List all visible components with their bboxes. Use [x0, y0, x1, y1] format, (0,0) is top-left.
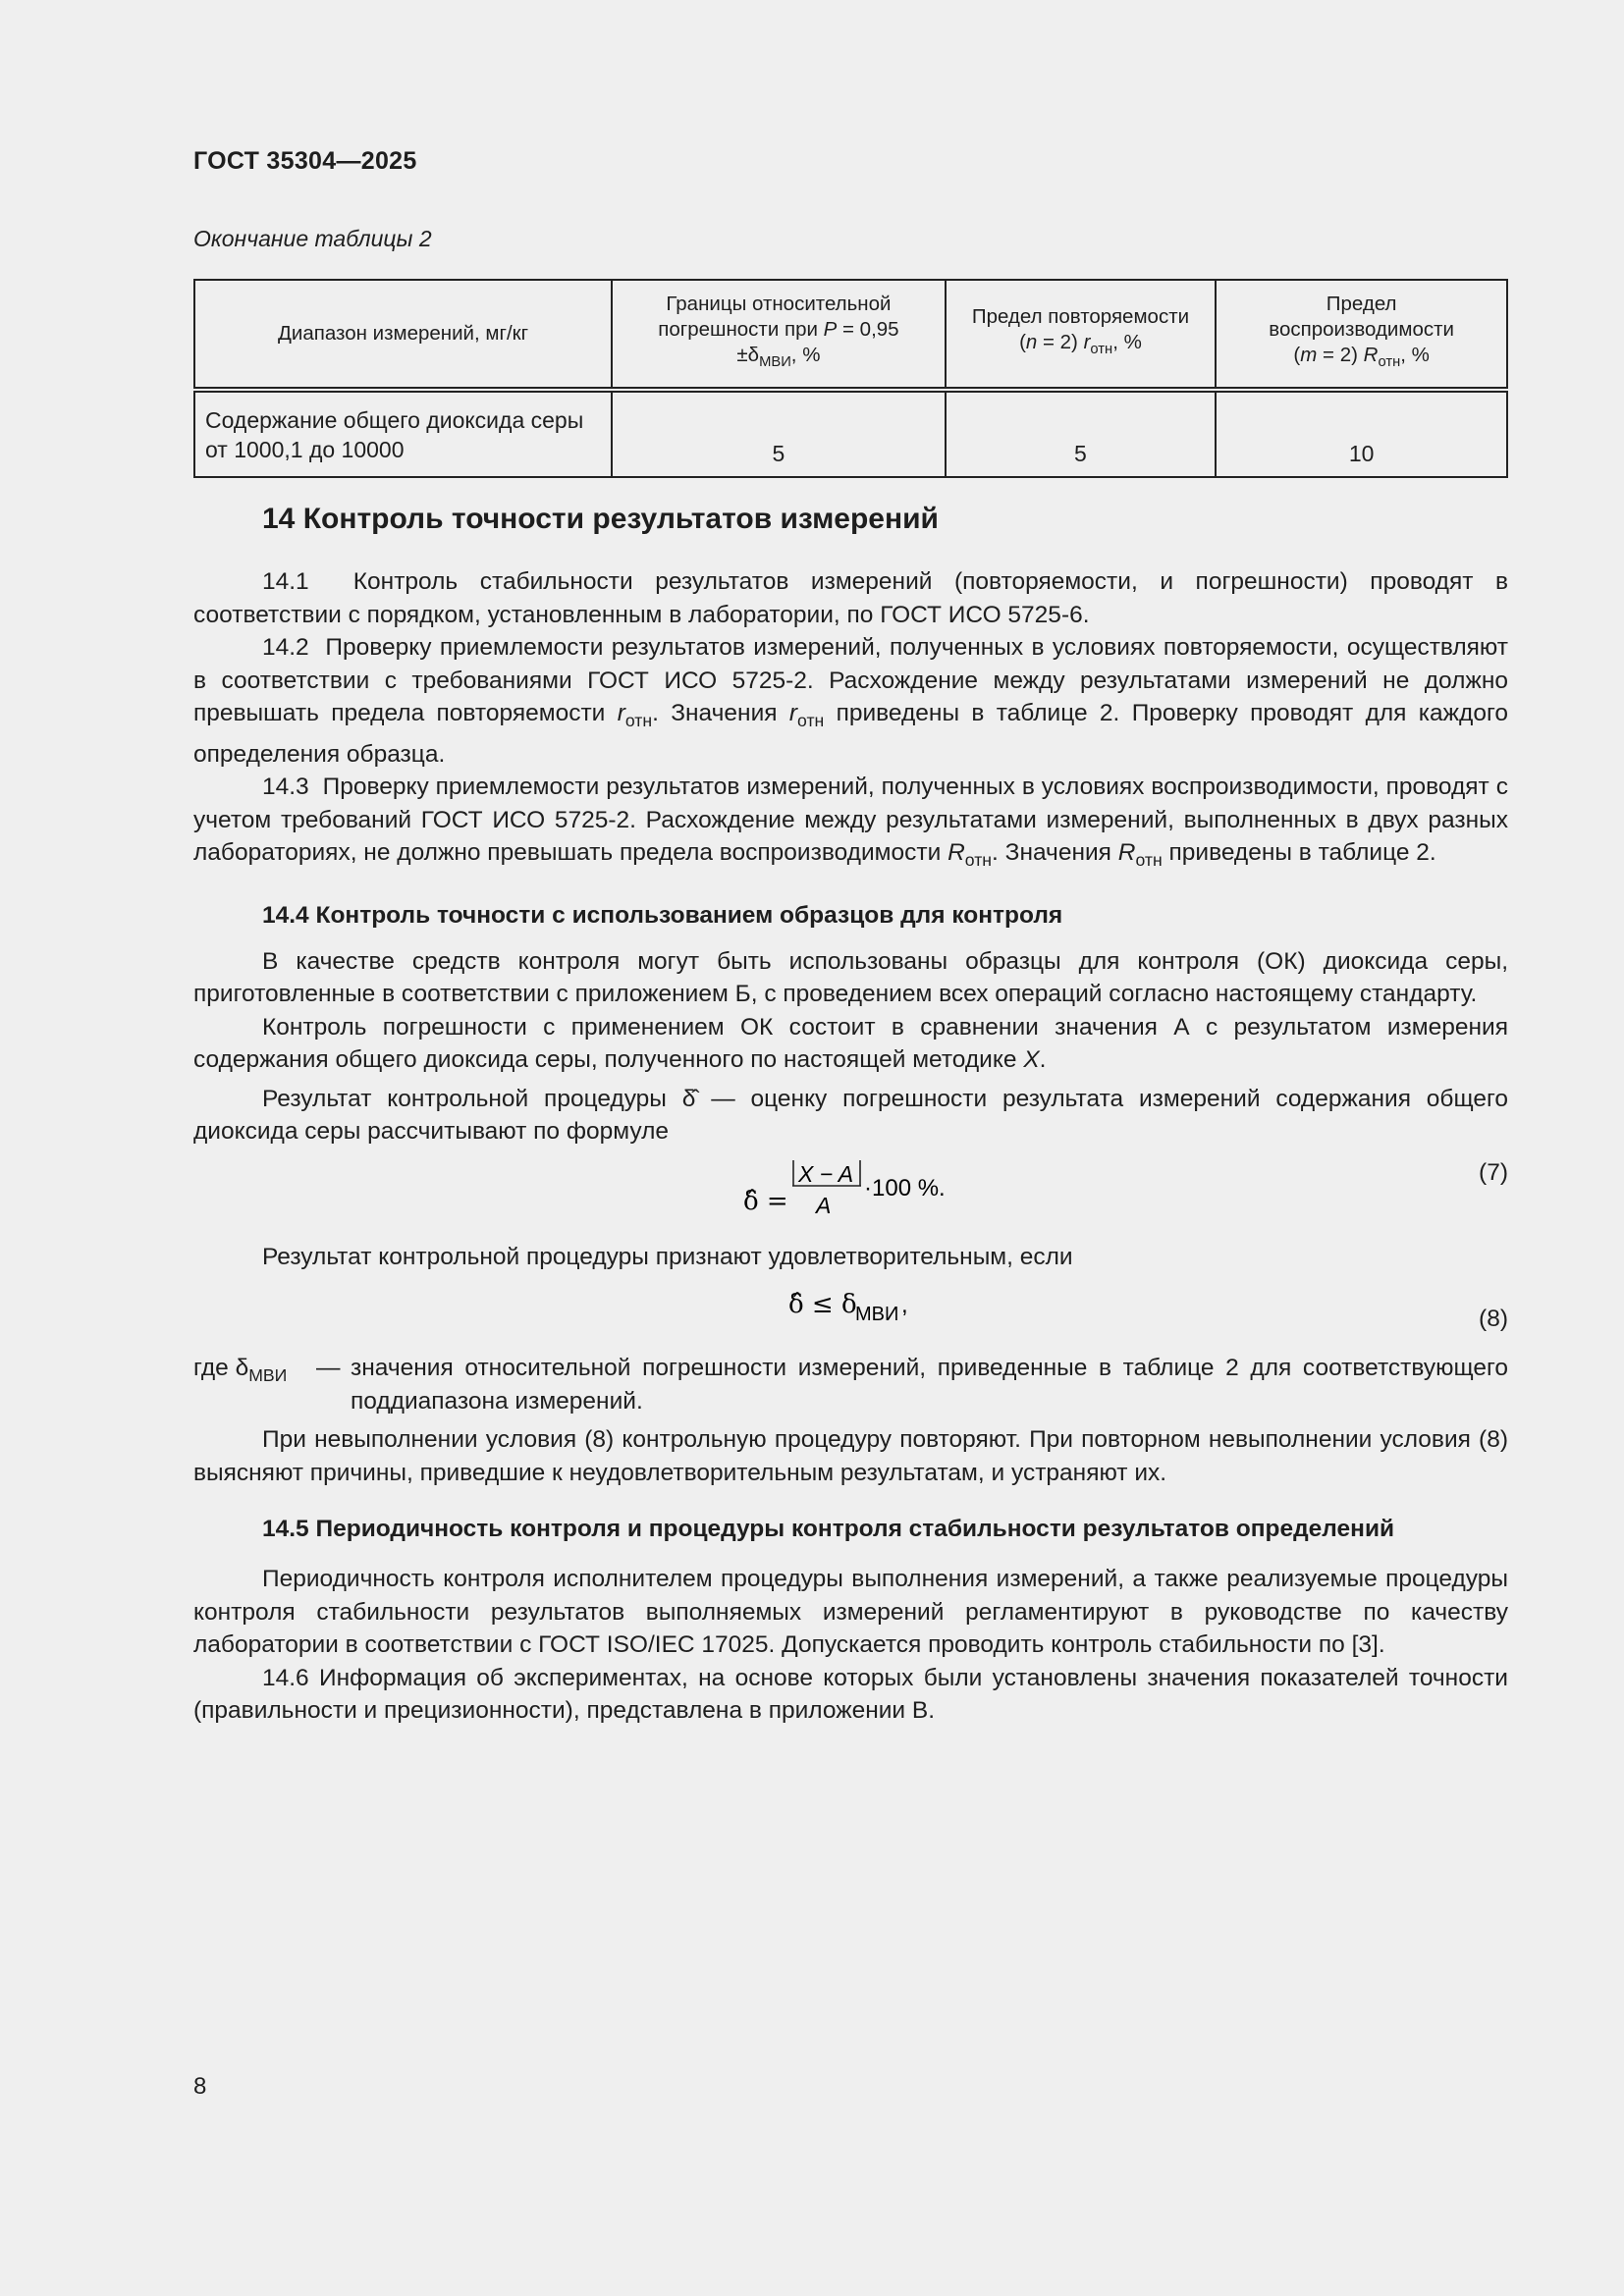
cell-reproducibility: 10 — [1216, 390, 1507, 477]
table-caption: Окончание таблицы 2 — [193, 226, 432, 251]
table-2-continuation — [193, 279, 1508, 478]
paragraph-14-2: 14.2 Проверку приемлемости результатов измерений, полученных в условиях повторяемости, осуществляют в соответствии с требованиями ГОСТ ИСО 5725-2. Расхождение между результатами измерений не должно превышать предела повторяемости $r_{отн}$. Значения $r_{отн}$ приведены в таблице 2. Проверку проводят для каждого определения образца. — [193, 634, 1508, 768]
svg-text:,: , — [901, 1292, 908, 1319]
section-14-title: 14 Контроль точности результатов измерений — [262, 503, 939, 535]
cell-range: Содержание общего диоксида серы от 1000,1 до 10000 — [194, 390, 612, 477]
header-reproducibility: Предел воспроизводимости (m = 2) $R_{отн}$, % — [1216, 280, 1507, 390]
svg-text:МВИ: МВИ — [855, 1304, 899, 1326]
where-explanation — [193, 1352, 1508, 1417]
paragraph-14-4-3: Результат контрольной процедуры δ̂ — оценку погрешности результата измерений содержания общего диоксида серы рассчитывают по формуле — [193, 1085, 1508, 1146]
svg-text:·100 %.: ·100 %. — [864, 1174, 946, 1201]
main-content — [193, 501, 1508, 1728]
formula-8-number: (8) — [1479, 1306, 1508, 1333]
page-number: 8 — [193, 2073, 207, 2100]
header-repeatability: Предел повторяемости (n = 2) $r_{отн}$, % — [946, 280, 1217, 390]
svg-text:δ̂ =: δ̂ = — [743, 1186, 788, 1216]
paragraph-14-4-2: Контроль погрешности с применением ОК состоит в сравнении значения А с результатом измерения содержания общего диоксида серы, полученного по настоящей методике X. — [193, 1013, 1508, 1074]
cell-repeatability: 5 — [946, 390, 1217, 477]
paragraph-14-3: 14.3 Проверку приемлемости результатов измерений, полученных в условиях воспроизводимости, проводят с учетом требований ГОСТ ИСО 5725-2. Расхождение между результатами измерений, выполненных в двух разных лабораториях, не должно превышать предела воспроизводимости $R_{отн}$. Значения $R_{отн}$ приведены в таблице 2. — [193, 774, 1508, 871]
formula-8-expression — [193, 1273, 1508, 1332]
where-dash: — — [316, 1355, 341, 1382]
formula-7 — [193, 1148, 1508, 1247]
formula-7-expression — [193, 1148, 1508, 1247]
formula-8 — [193, 1273, 1508, 1352]
table-header-row — [194, 280, 1507, 390]
svg-text:A: A — [816, 1192, 832, 1218]
paragraph-14-4-1: В качестве средств контроля могут быть использованы образцы для контроля (ОК) диоксида серы, приготовленные в соответствии с приложением Б, с проведением всех операций согласно настоящему стандарту. — [193, 947, 1508, 1008]
paragraph-14-4-5: При невыполнении условия (8) контрольную процедуру повторяют. При повторном невыполнении условия (8) выясняют причины, приведшие к неудовлетворительным результатам, и устраняют их. — [193, 1426, 1508, 1486]
section-14-4-title: 14.4 Контроль точности с использованием образцов для контроля — [262, 901, 1063, 929]
document-header: ГОСТ 35304—2025 — [193, 147, 417, 175]
cell-error-bounds: 5 — [612, 390, 945, 477]
section-14-5-title: 14.5 Периодичность контроля и процедуры контроля стабильности результатов определений — [262, 1516, 1395, 1543]
header-error-bounds: Границы относительной погрешности при P = 0,95 $\pm\delta_{МВИ}$, % — [612, 280, 945, 390]
paragraph-14-4-4: Результат контрольной процедуры признают удовлетворительным, если — [262, 1243, 1073, 1270]
paragraph-14-1: 14.1 Контроль стабильности результатов измерений (повторяемости, и погрешности) проводят в соответствии с порядком, установленным в лаборатории, по ГОСТ ИСО 5725-6. — [193, 568, 1508, 628]
svg-text:X − A: X − A — [798, 1160, 854, 1187]
header-range: Диапазон измерений, мг/кг — [194, 280, 612, 390]
formula-7-number: (7) — [1479, 1158, 1508, 1186]
table-row — [194, 390, 1507, 477]
svg-text:δ̂ ≤ δ: δ̂ ≤ δ — [788, 1290, 857, 1320]
where-text: значения относительной погрешности измерений, приведенные в таблице 2 для соответствующего поддиапазона измерений. — [351, 1355, 1508, 1415]
paragraph-14-6: 14.6 Информация об экспериментах, на основе которых были установлены значения показателей точности (правильности и прецизионности), представлена в приложении В. — [193, 1664, 1508, 1725]
where-label: где $\delta_{МВИ}$ — [193, 1355, 288, 1386]
paragraph-14-5-1: Периодичность контроля исполнителем процедуры выполнения измерений, а также реализуемые процедуры контроля стабильности результатов выполняемых измерений регламентируют в руководстве по качеству лаборатории в соответствии с ГОСТ ISO/IEC 17025. Допускается проводить контроль стабильности по [3]. — [193, 1566, 1508, 1659]
